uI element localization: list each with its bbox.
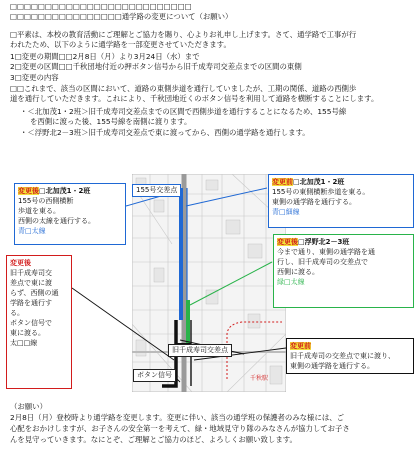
route-after-text-5: る。 — [10, 309, 24, 317]
kitakamo-after-tag: 変更後 — [18, 187, 39, 195]
ukino-after-box — [273, 234, 414, 308]
kitakamo-after-text-3: 西側の太線を通行する。 — [18, 217, 95, 225]
intro-line-2: われたため、以下のように通学路を一部変更させていただきます。 — [10, 40, 231, 49]
footer-line-1: 2月8日（月）登校時より通学路を変更します。変更に伴い、該当の通学班の保護者のみな様には、ご — [10, 413, 345, 422]
intro-line-1: □平素は、本校の教育活動にご理解とご協力を賜り、心よりお礼申し上げます。さて、通学路で工事が行 — [10, 30, 357, 39]
route-before-text-1: 旧千成寿司の交差点で東に渡り、 — [290, 352, 395, 360]
route-after-text-1: 旧千成寿司交 — [10, 269, 52, 277]
bullet-kitakamo-cont: を西側に渡った後、155号線を南側に渡ります。 — [30, 117, 192, 126]
route-before-tag: 変更前 — [290, 342, 311, 350]
route-before-text-2: 東側の通学路を通行する。 — [290, 362, 374, 370]
kitakamo-before-tag: 変更前 — [272, 178, 293, 186]
ukino-after-text-1: 今まで通り、東側の通学路を通 — [277, 248, 375, 256]
ukino-after-text-3: 西側に渡る。 — [277, 268, 319, 276]
footer-line-3: んを見守っていきます。なにとぞ、ご理解とご協力のほど、よろしくお願い致します。 — [10, 435, 297, 444]
kitakamo-after-text-2: 歩道を東る。 — [18, 207, 60, 215]
ukino-after-tag: 変更後 — [277, 238, 298, 246]
bullet-ukino: ・＜浮野北2－3班＞旧千成寿司交差点で東に渡ってから、西側の通学路を通行します。 — [20, 128, 310, 137]
bullet-kitakamo: ・＜北加茂1・2班＞旧千成寿司交差点までの区間で西側歩道を通行することになるため、155号線 — [20, 107, 347, 116]
route-after-legend: 太□□線 — [10, 339, 38, 347]
content-line-2: 道を通行していただきます。これにより、千秋団地近くのボタン信号を利用して道路を横断することにします。 — [10, 94, 379, 103]
route-after-text-7: 東に渡る。 — [10, 329, 45, 337]
section-line: 2□変更の区間□□千秋団地付近の押ボタン信号から旧千成寿司交差点までの区間の東側 — [10, 62, 302, 71]
content-heading: 3□変更の内容 — [10, 73, 59, 82]
kitakamo-before-text-2: 東側の通学路を通行する。 — [272, 198, 356, 206]
station-label: 千秋駅 — [250, 375, 269, 382]
route-after-text-2: 差点で東に渡 — [10, 279, 52, 287]
footer-heading: （お願い） — [10, 402, 47, 411]
route-after-text-6: ボタン信号で — [10, 319, 52, 327]
sushi-intersection-label: 旧千成寿司交差点 — [168, 344, 232, 357]
ukino-after-legend: 緑□太線 — [277, 278, 305, 286]
doc-title: □□□□□□□□□□□□□□□□通学路の変更について（お願い） — [10, 12, 233, 21]
button-signal-label: ボタン信号 — [133, 369, 176, 382]
route-before-box — [286, 338, 414, 374]
ukino-after-title: □浮野北2－3班 — [298, 238, 350, 246]
kitakamo-after-legend: 青□太線 — [18, 227, 46, 235]
kitakamo-after-box — [14, 183, 126, 245]
kitakamo-before-legend: 青□細線 — [272, 208, 300, 216]
footer-line-2: 心配をおかけしますが、お子さんの安全第一を考えて、緑・地域見守り隊のみなさんが協力してお子さ — [10, 424, 350, 433]
kitakamo-before-text-1: 155号の東側横断歩道を東る。 — [272, 188, 370, 196]
kitakamo-after-text-1: 155号の西側横断 — [18, 197, 74, 205]
period-line: 1□変更の期間□□2月8日（月）より3月24日（水）まで — [10, 52, 200, 61]
route-after-text-4: 学路を通行す — [10, 299, 52, 307]
ukino-after-text-2: 行し、旧千成寿司の交差点で — [277, 258, 368, 266]
route-after-box — [6, 255, 72, 389]
kitakamo-after-title: □北加茂1・2班 — [39, 187, 91, 195]
content-line-1: □□これまで、該当の区間において、道路の東側歩道を通行していましたが、工期の関係、道路の西側歩 — [10, 84, 357, 93]
route-after-tag: 変更後 — [10, 259, 31, 267]
header-line-1: □□□□□□□□□□□□□□□□□□□□□□□□□□ — [10, 2, 192, 11]
kitakamo-before-title: □北加茂1・2班 — [293, 178, 345, 186]
kitakamo-before-box — [268, 174, 414, 228]
junction-155-label: 155号交差点 — [132, 184, 181, 197]
route-after-text-3: らず、西側の通 — [10, 289, 59, 297]
